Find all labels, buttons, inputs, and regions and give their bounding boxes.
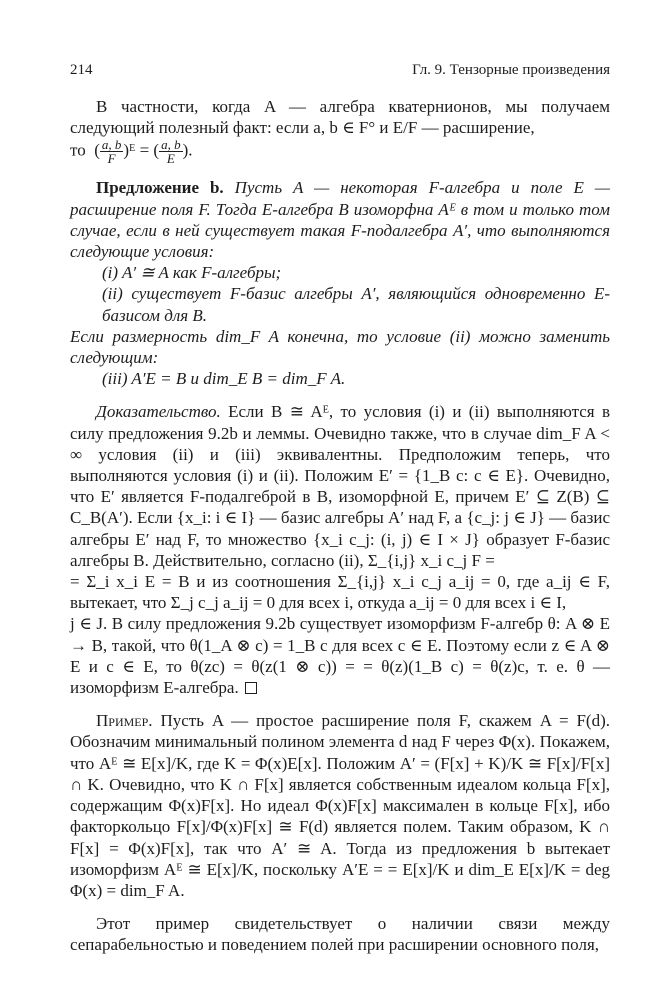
- proposition-item-i: [70, 262, 610, 283]
- fraction-right: [159, 138, 183, 165]
- page-body: [70, 96, 610, 956]
- proposition-condition-text: Если размерность dim_F A конечна, то условие (ii) можно заменить следующим:: [70, 326, 610, 368]
- formula-mid: )ᴱ = (: [123, 140, 160, 160]
- formula-prefix: то: [70, 140, 86, 160]
- proposition-text: Пусть A — некоторая F-алгебра и поле E — расширение поля F. Тогда E-алгебра B изоморфна Aᴱ в том и только том случае, если в ней существует такая F-подалгебра A′, что выполняются следующие условия:: [70, 178, 610, 262]
- proposition-item-iii-text: (iii) A′E = B и dim_E B = dim_F A.: [102, 369, 346, 389]
- proof-text-3: [70, 613, 610, 698]
- proof: [70, 401, 610, 571]
- example-text: Пусть A — простое расширение поля F, скажем A = F(d). Обозначим минимальный полином элемента d над F через Φ(x). Покажем, что Aᴱ ≅ E[x]/K, где K = Φ(x)E[x]. Положим A′ = (F[x] + K)/K ≅ F[x]/F[x] ∩ K. Очевидно, что K ∩ F[x] является собственным идеалом кольца F[x], содержащим Φ(x)F[x]. Но идеал Φ(x)F[x] максимален в кольце F[x], ибо факторкольцо F[x]/Φ(x)F[x] ≅ F(d) является полем. Таким образом, K ∩ F[x] = Φ(x)F[x], так что A′ ≅ A. Тогда из предложения b вытекает изоморфизм Aᴱ ≅ E[x]/K, поскольку A′E = = E[x]/K и dim_E E[x]/K = deg Φ(x) = dim_F A.: [70, 711, 610, 900]
- fraction-right-den: E: [166, 151, 175, 167]
- formula-end: ).: [182, 140, 193, 160]
- fraction-right-num: a, b: [161, 137, 181, 153]
- fraction-left-den: F: [107, 151, 116, 167]
- proposition: [70, 177, 610, 262]
- proposition-item-iii: [70, 368, 610, 389]
- proof-text-1: Если B ≅ Aᴱ, то условия (i) и (ii) выполняются в силу предложения 9.2b и леммы. Очевидно также, что в случае dim_F A < ∞ условия (ii) и (iii) эквивалентны. Предположим теперь, что выполняются условия (i) и (ii). Положим E′ = {1_B c: c ∈ E}. Очевидно, что E′ является F-подалгеброй в B, изоморфной E, причем E′ ⊆ Z(B) ⊆ C_B(A′). Если {x_i: i ∈ I} — базис алгебры A′ над F, а {c_j: j ∈ J} — базис алгебры E′ над F, то множество {x_i c_j: (i, j) ∈ I × J} образует F-базис алгебры B. Действительно, согласно (ii), Σ_{i,j} x_i c_j F =: [70, 402, 610, 570]
- paragraph-intro-formula: то ( $\frac{a, b}{F}$ )ᴱ = ( $\frac{a, b}{E}$ ).: [70, 137, 193, 167]
- example-label: Пример.: [96, 711, 153, 731]
- proposition-title: Предложение b.: [96, 178, 224, 198]
- proposition-item-ii: [70, 283, 610, 325]
- example: [70, 710, 610, 901]
- qed-square-icon: [245, 682, 257, 694]
- proof-text-2: = Σ_i x_i E = B и из соотношения Σ_{i,j} x_i c_j a_ij = 0, где a_ij ∈ F, вытекает, что Σ_j c_j a_ij = 0 для всех i, откуда a_ij = 0 для всех i ∈ I,: [70, 572, 610, 613]
- proposition-item-ii-text: (ii) существует F-базис алгебры A′, являющийся одновременно E-базисом для B.: [102, 284, 610, 325]
- proof-label: Доказательство.: [96, 402, 221, 422]
- fraction-left-num: a, b: [101, 137, 122, 153]
- page-number: 214: [70, 62, 93, 78]
- proposition-item-i-text: (i) A′ ≅ A как F-алгебры;: [102, 263, 282, 283]
- proof-text-3-content: j ∈ J. В силу предложения 9.2b существует изоморфизм F-алгебр θ: A ⊗ E → B, такой, что θ(1_A ⊗ c) = 1_B c для всех c ∈ E. Поэтому если z ∈ A ⊗ E и c ∈ E, то θ(zc) = θ(z(1 ⊗ c)) = = θ(z)(1_B c) = θ(z)c, т. е. θ — изоморфизм E-алгебра.: [70, 614, 610, 698]
- page-header: [70, 62, 610, 86]
- paragraph-final: Этот пример свидетельствует о наличии связи между сепарабельностью и поведением полей при расширении основного поля,: [70, 914, 610, 955]
- proposition-condition: [70, 326, 610, 368]
- paragraph-intro: В частности, когда A — алгебра кватернионов, мы получаем следующий полезный факт: если a, b ∈ F° и E/F — расширение,: [70, 97, 610, 138]
- running-head: Гл. 9. Тензорные произведения: [412, 62, 610, 78]
- fraction-left: [100, 138, 124, 165]
